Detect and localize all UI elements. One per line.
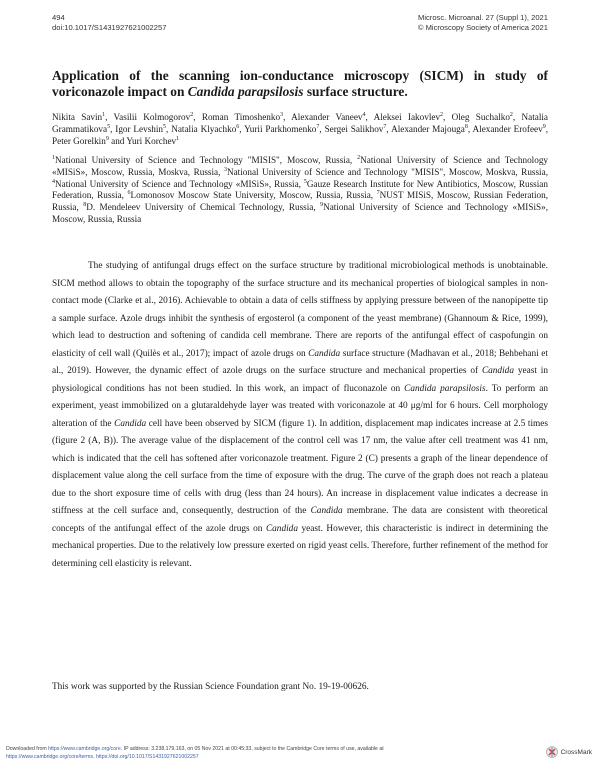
affiliation: National University of Science and Technology «MISiS», Moscow, Russia, Moskva, Russia,	[52, 155, 549, 177]
author: Roman Timoshenko$^3$	[201, 111, 284, 122]
author: Igor Levshin$^5$	[115, 123, 167, 134]
affiliation: National University of Science and Technology "MISIS", Moscow, Russia,	[55, 155, 358, 165]
doi: doi:10.1017/S1431927621002257	[52, 22, 167, 32]
author: Yurii Parkhomenko$^7$	[244, 123, 320, 134]
crossmark-badge[interactable]	[546, 746, 592, 758]
download-footer: Downloaded from https://www.cambridge.org/core. IP address: 3.238.179.163, on 05 Nov 2021 at 00:45:33, subject to the Cambridge Core terms of use, available at https://www.cambridge.org/core/terms. https://doi.org/10.1017/S1431927621002257	[6, 746, 384, 760]
affiliation: D. Mendeleev University of Chemical Technology, Russia,	[86, 202, 321, 213]
affiliation-list: $^1$National University of Science and Technology "MISIS", Moscow, Russia, $^2$National University of Science and Technology «MISiS», Moscow, Russia, Moskva, Russia, $^3$National University of Science and Technology "MISIS", Moscow, Moskva, Russia, $^4$National University of Science and Technology «MISiS», Russia, $^5$Gauze Research Institute for New Antibiotics, Moscow, Russian Federation, Russia, $^6$Lomonosov Moscow State University, Moscow, Russia, Russia, $^7$NUST MISiS, Moscow, Russian Federation, Russia, $^8$D. Mendeleev University of Chemical Technology, Russia, $^9$National University of Science and Technology «MISiS», Moscow, Russia, Russia	[52, 154, 549, 224]
running-header-left	[52, 13, 166, 32]
author: Vasilii Kolmogorov$^2$	[113, 111, 194, 122]
author-list: Nikita Savin$^1$, Vasilii Kolmogorov$^2$, Roman Timoshenko$^3$, Alexander Vaneev$^4$, Aleksei Iakovlev$^2$, Oleg Suchalko$^2$, Natalia Grammatikova$^5$, Igor Levshin$^5$, Natalia Klyachko$^6$, Yurii Parkhomenko$^7$, Sergei Salikhov$^7$, Alexander Majouga$^8$, Alexander Erofeev$^9$, Peter Gorelkin$^9$ and Yuri Korchev$^1$	[52, 111, 549, 146]
affiliation: Lomonosov Moscow State University, Moscow, Russia, Russia,	[130, 190, 377, 201]
abstract-body	[52, 258, 548, 573]
affiliation: Gauze Research Institute for New Antibiotics, Moscow, Russian Federation, Russia,	[52, 178, 548, 201]
author: Peter Gorelkin$^9$	[52, 135, 109, 146]
article-title: Application of the scanning ion-conductance microscopy (SICM) in study of voriconazole impact on Candida parapsilosis surface structure.	[52, 68, 548, 99]
terms-link[interactable]: https://www.cambridge.org/core/terms	[6, 753, 94, 760]
title-species: Candida parapsilosis	[187, 83, 304, 99]
acknowledgement: This work was supported by the Russian Science Foundation grant No. 19-19-00626.	[52, 682, 369, 692]
running-header-right	[418, 13, 548, 32]
author: Alexander Erofeev$^9$	[472, 123, 546, 134]
author: Oleg Suchalko$^2$	[451, 111, 513, 122]
author: Alexander Vaneev$^4$	[291, 111, 366, 122]
crossmark-label: CrossMark	[560, 748, 592, 756]
author: Natalia Klyachko$^6$	[171, 123, 240, 134]
author: Nikita Savin$^1$	[52, 111, 106, 122]
doi-link[interactable]: https://doi.org/10.1017/S1431927621002257	[95, 753, 199, 760]
author: Alexander Majouga$^8$	[391, 123, 468, 134]
affiliation: National University of Science and Technology «MISiS», Russia,	[55, 178, 304, 189]
author: Yuri Korchev$^1$	[126, 135, 180, 146]
author: Natalia Grammatikova$^5$	[52, 112, 549, 134]
body-paragraph: The studying of antifungal drugs effect on the surface structure by traditional microbiological methods is unobtainable. SICM method allows to obtain the topography of the surface structure and its mechanical properties of biological samples in non-contact mode (Clarke et al., 2016). Achievable to obtain a data of cells stiffness by applying pressure between of the nanopipette tip a sample surface. Azole drugs inhibit the synthesis of ergosterol (a component of the yeast membrane) (Ghannoum & Rice, 1999), which lead to destruction and softening of candida cell membrane. There are reports of the antifungal effect of caspofungin on elasticity of cell wall (Quilès et al., 2017); impact of azole drugs on Candida surface structure (Madhavan et al., 2018; Behbehani et al., 2019). However, the dynamic effect of azole drugs on the surface structure and mechanical properties of Candida yeast in physiological conditions has not been studied. In this work, an impact of fluconazole on Candida parapsilosis. To perform an experiment, yeast immobilized on a glutaraldehyde layer was treated with voriconazole at 40 μg/ml for 6 hours. Cell morphology alteration of the Candida cell have been observed by SICM (figure 1). In addition, displacement map indicates increase at 2.5 times (figure 2 (A, B)). The average value of the displacement of the control cell was 17 nm, the value after cell treatment was 41 nm, which is indicated that the cell has softened after voriconazole treatment. Figure 2 (C) presents a graph of the linear dependence of displacement value along the cell surface from the time of exposure with the drug. The curve of the graph does not reach a plateau due to the short exposure time of cells with drug (less than 24 hours). An increase in displacement value indicates a decrease in stiffness at the cell surface and, consequently, destruction of the Candida membrane. The data are consistent with theoretical concepts of the antifungal effect of the azole drugs on Candida yeast. However, this characteristic is indirect in determining the mechanical properties. Due to the relatively low pressure exerted on rigid yeast cells. Therefore, further refinement of the method for determining cell elasticity is relevant.	[52, 261, 549, 569]
page-number: 494	[52, 13, 65, 22]
affiliation: National University of Science and Technology "MISIS", Moscow, Moskva, Russia,	[226, 166, 548, 177]
copyright: © Microscopy Society of America 2021	[417, 22, 548, 32]
affiliation: NUST MISiS, Moscow, Russian Federation, Russia,	[52, 190, 548, 213]
crossmark-icon	[546, 746, 558, 758]
cambridge-core-link[interactable]: https://www.cambridge.org/core	[48, 746, 121, 752]
affiliation: National University of Science and Technology «MISiS», Moscow, Russia, Russia	[52, 202, 548, 224]
author: Aleksei Iakovlev$^2$	[373, 111, 444, 122]
author: Sergei Salikhov$^7$	[324, 123, 387, 134]
journal-citation: Microsc. Microanal. 27 (Suppl 1), 2021	[418, 13, 548, 22]
